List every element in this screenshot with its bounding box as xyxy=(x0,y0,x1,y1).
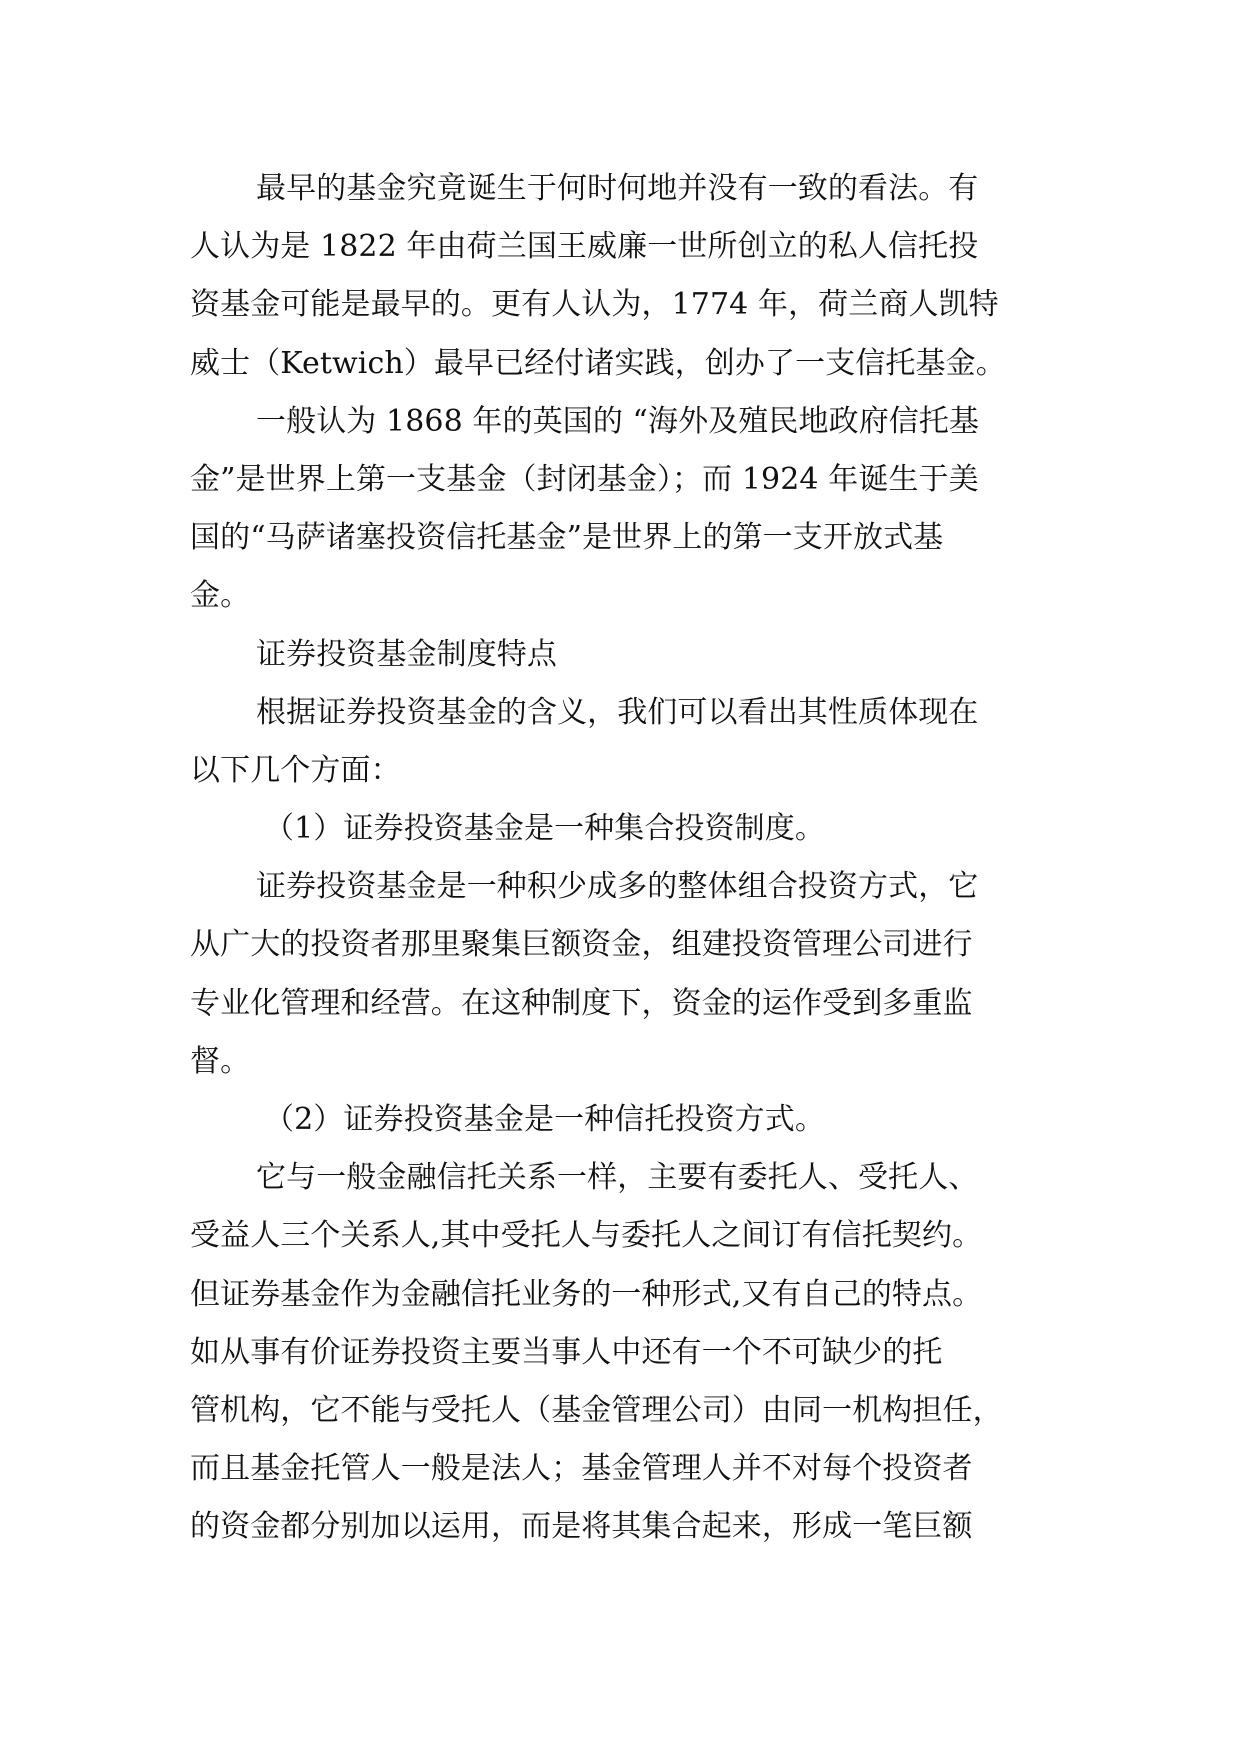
paragraph-line: 而且基金托管人一般是法人；基金管理人并不对每个投资者 xyxy=(190,1451,973,1487)
paragraph-line: 督。 xyxy=(190,1043,251,1079)
paragraph-line: 但证券基金作为金融信托业务的一种形式,又有自己的特点。 xyxy=(190,1276,983,1312)
paragraph-line: 根据证券投资基金的含义，我们可以看出其性质体现在 xyxy=(256,694,979,730)
paragraph-line: 人认为是 1822 年由荷兰国王威廉一世所创立的私人信托投 xyxy=(190,229,979,265)
paragraph-line: 资基金可能是最早的。更有人认为，1774 年，荷兰商人凯特 xyxy=(190,287,999,323)
paragraph-line: 的资金都分别加以运用，而是将其集合起来，形成一笔巨额 xyxy=(190,1509,973,1545)
paragraph-line: 专业化管理和经营。在这种制度下，资金的运作受到多重监 xyxy=(190,985,973,1021)
paragraph-line: 它与一般金融信托关系一样，主要有委托人、受托人、 xyxy=(256,1160,979,1196)
paragraph-line: 金”是世界上第一支基金（封闭基金）；而 1924 年诞生于美 xyxy=(190,461,979,497)
paragraph-line: 证券投资基金是一种积少成多的整体组合投资方式，它 xyxy=(256,869,979,905)
numbered-point: （1）证券投资基金是一种集合投资制度。 xyxy=(264,811,825,847)
paragraph-line: 国的“马萨诸塞投资信托基金”是世界上的第一支开放式基 xyxy=(190,520,944,556)
paragraph-line: 威士（Ketwich）最早已经付诸实践，创办了一支信托基金。 xyxy=(190,345,1006,381)
paragraph-line: 一般认为 1868 年的英国的 “海外及殖民地政府信托基 xyxy=(256,403,980,439)
numbered-point: （2）证券投资基金是一种信托投资方式。 xyxy=(264,1102,825,1137)
document-body xyxy=(190,160,1090,1557)
paragraph-line: 如从事有价证券投资主要当事人中还有一个不可缺少的托 xyxy=(190,1334,943,1370)
paragraph-line: 受益人三个关系人,其中受托人与委托人之间订有信托契约。 xyxy=(190,1218,983,1254)
paragraph-line: 管机构，它不能与受托人（基金管理公司）由同一机构担任， xyxy=(190,1392,1003,1428)
paragraph-line: 以下几个方面： xyxy=(190,752,401,788)
section-heading: 证券投资基金制度特点 xyxy=(256,636,557,672)
paragraph-line: 从广大的投资者那里聚集巨额资金，组建投资管理公司进行 xyxy=(190,927,973,963)
paragraph-line: 金。 xyxy=(190,578,251,614)
paragraph-line: 最早的基金究竟诞生于何时何地并没有一致的看法。有 xyxy=(256,171,979,206)
